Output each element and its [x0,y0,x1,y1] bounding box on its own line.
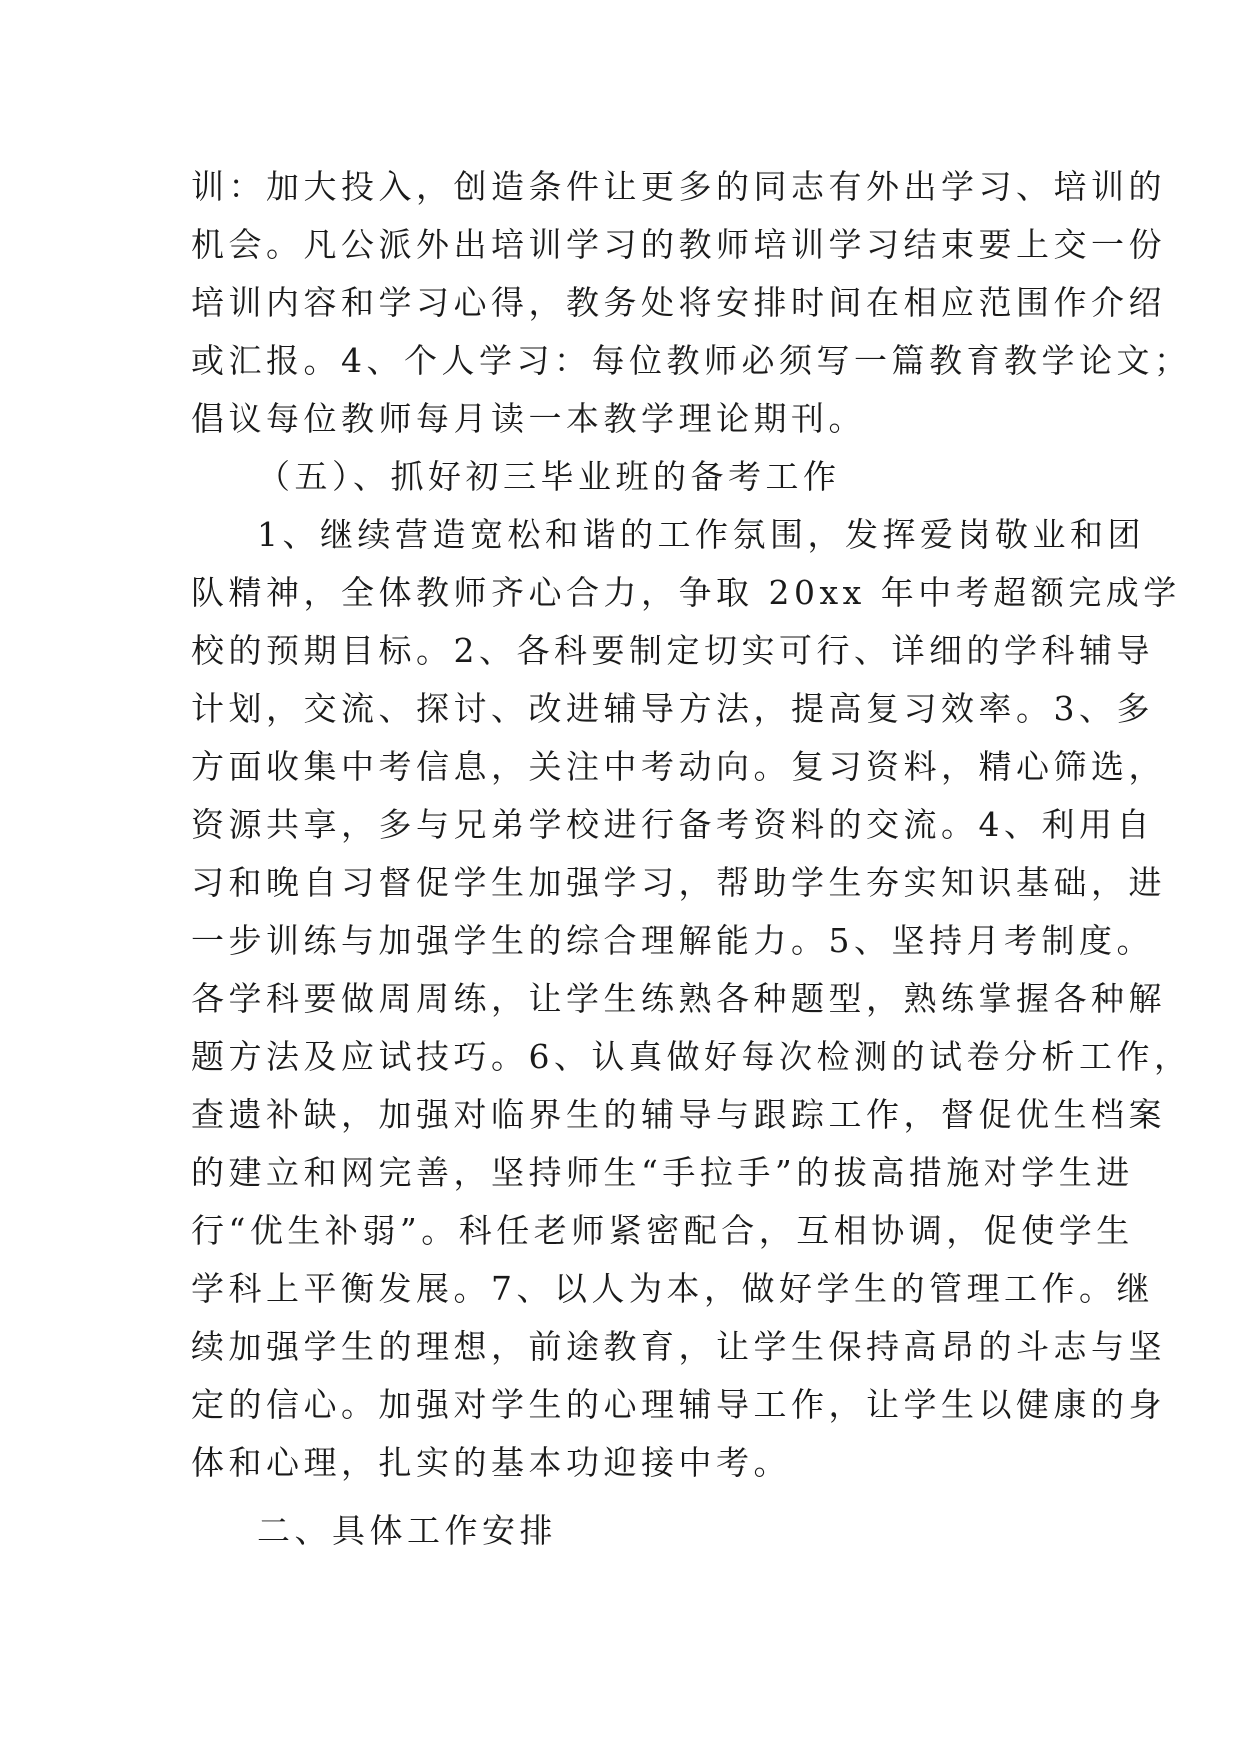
text-line: 校的预期目标。2、各科要制定切实可行、详细的学科辅导 [191,631,1154,670]
text-line: 计划，交流、探讨、改进辅导方法，提高复习效率。3、多 [191,689,1154,728]
text-line: 或汇报。4、个人学习：每位教师必须写一篇教育教学论文； [191,341,1192,380]
text-line: 行“优生补弱”。科任老师紧密配合，互相协调，促使学生 [191,1211,1134,1250]
text-line: 队精神，全体教师齐心合力，争取 20xx 年中考超额完成学 [191,573,1181,612]
text-line: 体和心理，扎实的基本功迎接中考。 [191,1443,791,1482]
text-line: 培训内容和学习心得，教务处将安排时间在相应范围作介绍 [191,283,1166,322]
paragraph-exam-prep [191,506,1192,1492]
text-line: 查遗补缺，加强对临界生的辅导与跟踪工作，督促优生档案 [191,1095,1166,1134]
paragraph-training [191,158,1192,448]
text-line: 机会。凡公派外出培训学习的教师培训学习结束要上交一份 [191,225,1166,264]
section-heading: 二、具体工作安排 [257,1511,557,1550]
document-body [191,158,1192,1560]
text-line: 各学科要做周周练，让学生练熟各种题型，熟练掌握各种解 [191,979,1166,1018]
subheading: （五）、抓好初三毕业班的备考工作 [257,457,841,496]
text-line: 习和晚自习督促学生加强学习，帮助学生夯实知识基础，进 [191,863,1166,902]
text-line: 的建立和网完善，坚持师生“手拉手”的拔高措施对学生进 [191,1153,1134,1192]
text-line: 学科上平衡发展。7、以人为本，做好学生的管理工作。继 [191,1269,1154,1308]
text-line: 训：加大投入，创造条件让更多的同志有外出学习、培训的 [191,167,1166,206]
text-line: 资源共享，多与兄弟学校进行备考资料的交流。4、利用自 [191,805,1154,844]
text-line: 题方法及应试技巧。6、认真做好每次检测的试卷分析工作， [191,1037,1192,1076]
text-line: 续加强学生的理想，前途教育，让学生保持高昂的斗志与坚 [191,1327,1166,1366]
text-line: 倡议每位教师每月读一本教学理论期刊。 [191,399,866,438]
text-line: 方面收集中考信息，关注中考动向。复习资料，精心筛选， [191,747,1166,786]
text-line: 定的信心。加强对学生的心理辅导工作，让学生以健康的身 [191,1385,1166,1424]
text-line: 一步训练与加强学生的综合理解能力。5、坚持月考制度。 [191,921,1154,960]
text-line: 1、继续营造宽松和谐的工作氛围，发挥爱岗敬业和团 [257,515,1145,554]
